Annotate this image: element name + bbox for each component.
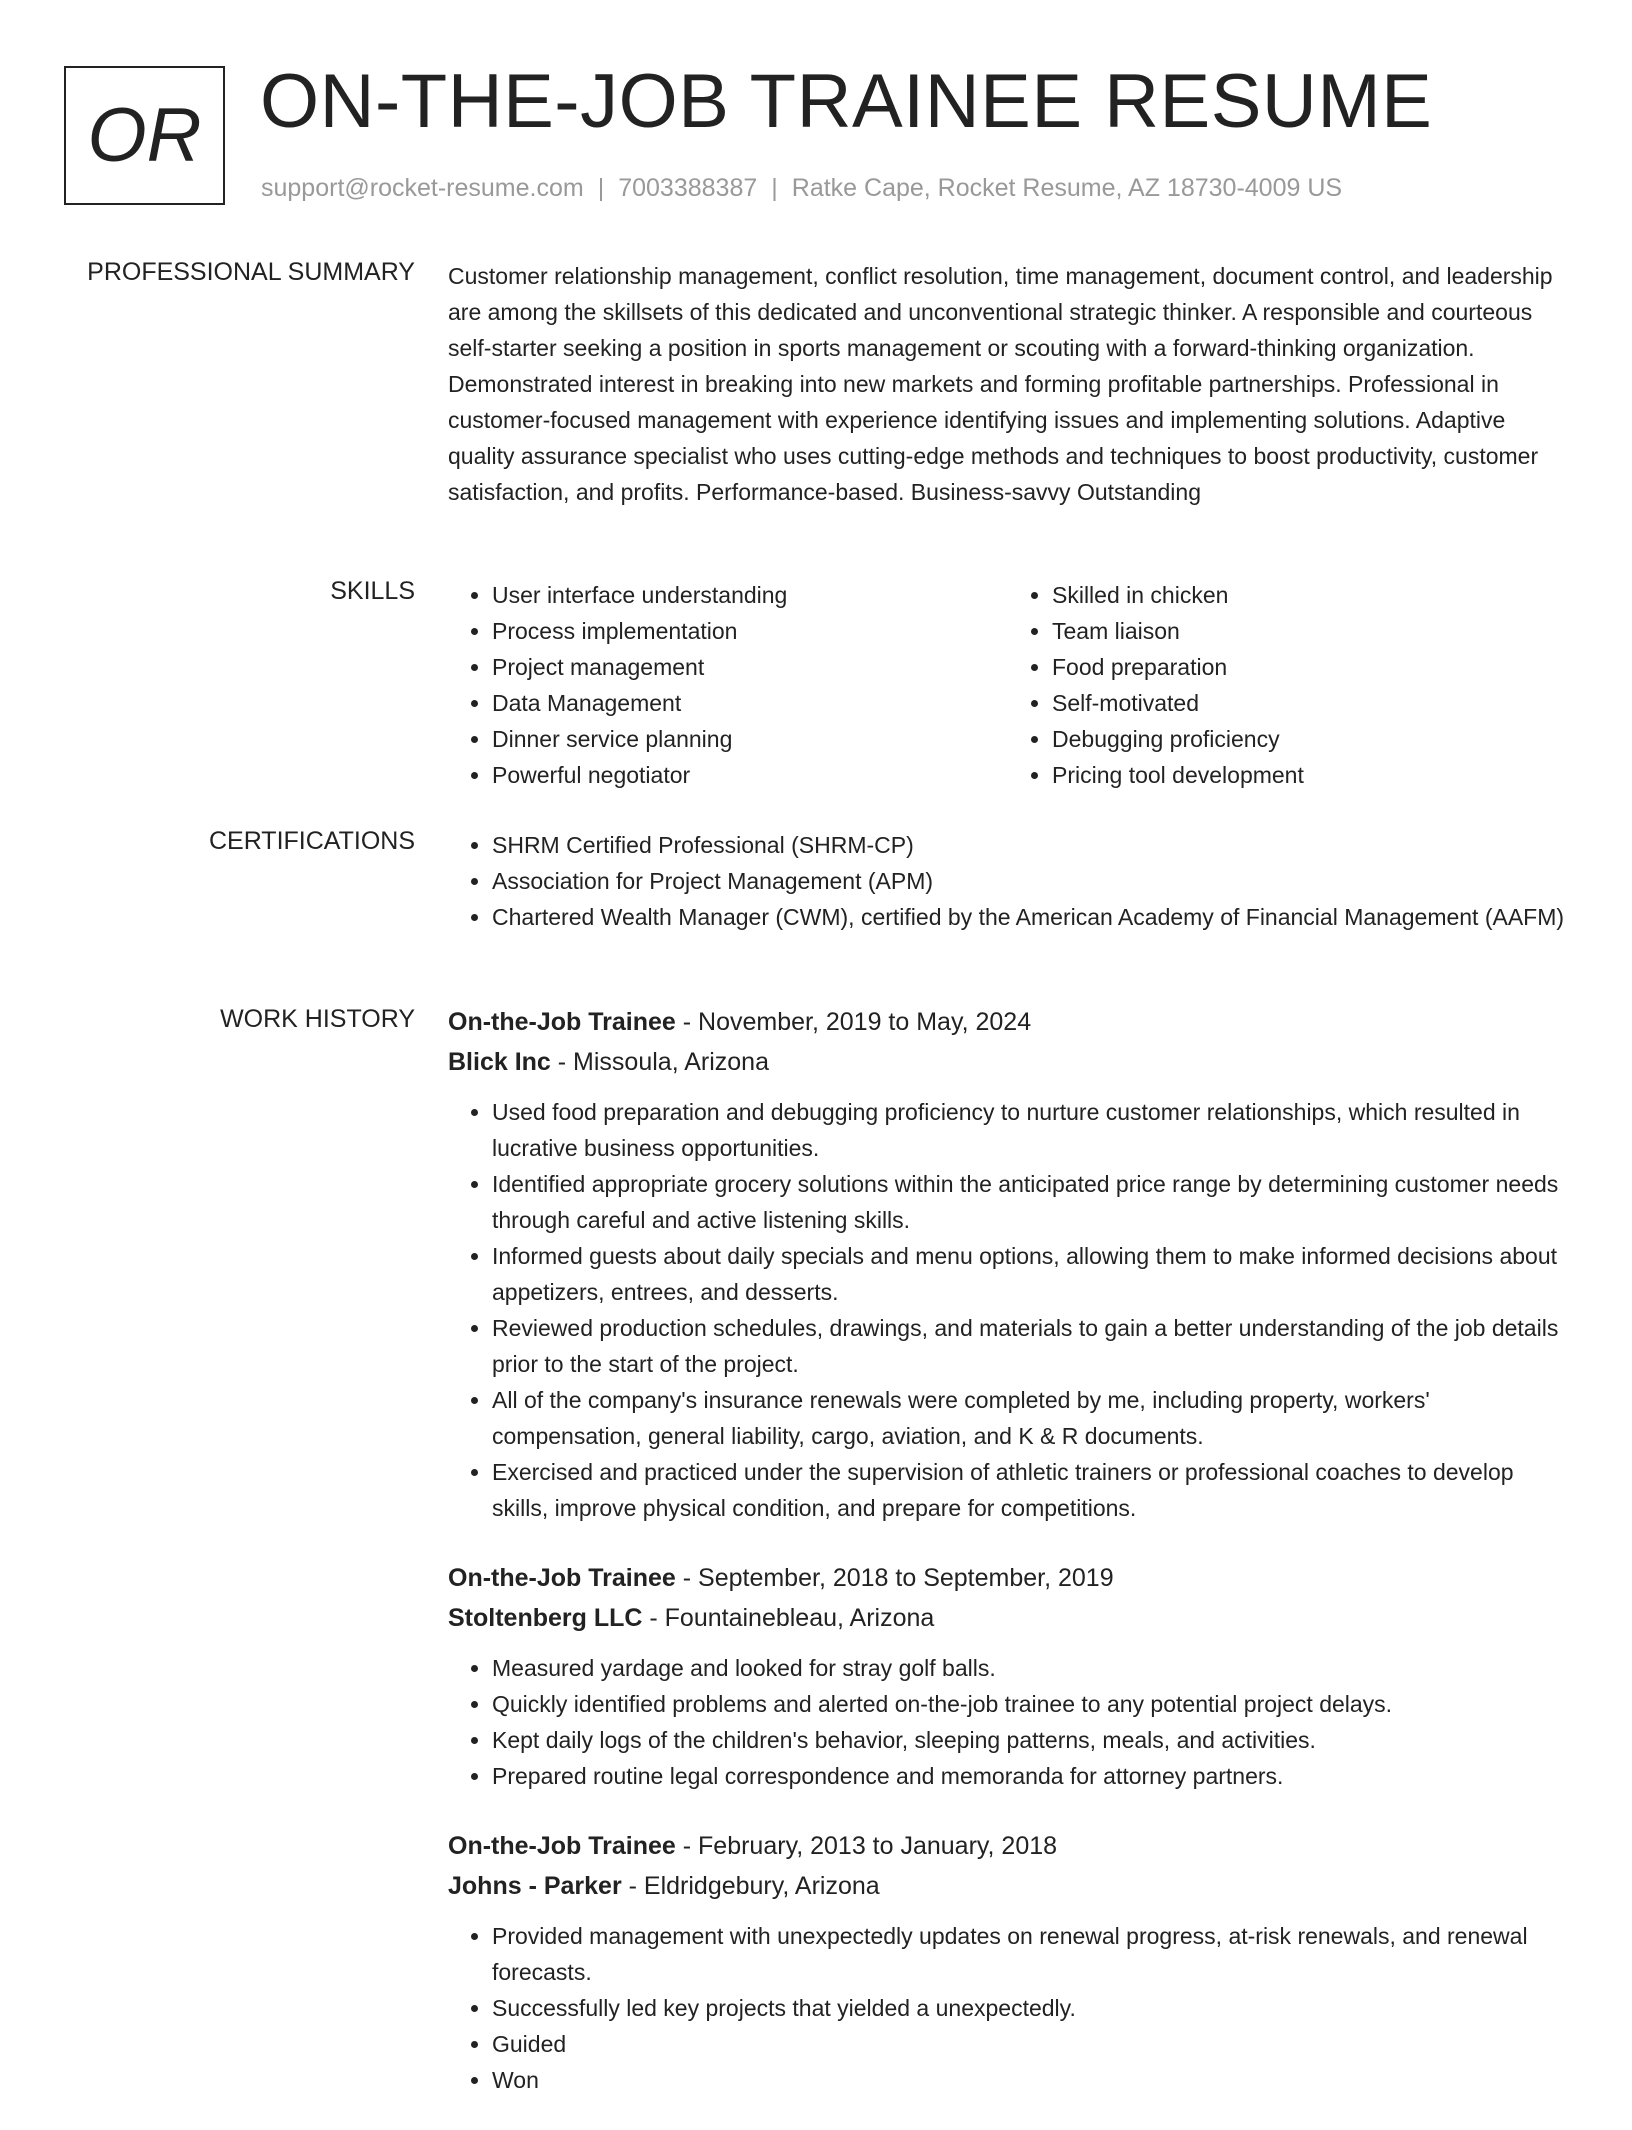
job-dates: - November, 2019 to May, 2024 — [675, 1008, 1032, 1036]
job-company-line — [448, 1598, 1568, 1638]
skills-content — [448, 577, 1568, 793]
contact-phone[interactable]: 7003388387 — [618, 174, 758, 202]
job-title: On-the-Job Trainee — [448, 1832, 676, 1860]
section-label-summary: PROFESSIONAL SUMMARY — [87, 258, 415, 286]
job-title-line — [448, 1558, 1568, 1598]
section-label-skills: SKILLS — [330, 577, 415, 605]
job-title-line — [448, 1826, 1568, 1866]
job-bullet: • All of the company's insurance renewals were completed by me, including property, workers' compensation, general liability, cargo, aviation, and K & R documents. — [492, 1382, 1568, 1454]
job-bullet: • Prepared routine legal correspondence and memoranda for attorney partners. — [492, 1758, 1568, 1794]
job-bullet: • Kept daily logs of the children's behavior, sleeping patterns, meals, and activities. — [492, 1722, 1568, 1758]
job-location: - Fountainebleau, Arizona — [642, 1604, 935, 1632]
contact-separator: | — [597, 174, 605, 202]
certification-item: • Chartered Wealth Manager (CWM), certified by the American Academy of Financial Management (AAFM) — [492, 899, 1568, 935]
job-company: Blick Inc — [448, 1048, 551, 1076]
job-dates: - February, 2013 to January, 2018 — [675, 1832, 1058, 1860]
summary-content — [448, 258, 1568, 510]
certifications-content — [448, 827, 1568, 935]
contact-separator: | — [771, 174, 778, 202]
skill-item: • Pricing tool development — [1052, 757, 1568, 793]
job-title-line — [448, 1002, 1568, 1042]
job-location: - Missoula, Arizona — [550, 1048, 769, 1076]
skill-item: • Project management — [492, 649, 1008, 685]
skill-item: • Debugging proficiency — [1052, 721, 1568, 757]
skill-item: • Data Management — [492, 685, 1008, 721]
section-label-certifications: CERTIFICATIONS — [208, 827, 415, 855]
monogram-logo: OR — [64, 66, 225, 205]
job-dates: - September, 2018 to September, 2019 — [675, 1564, 1114, 1592]
job-bullet: • Identified appropriate grocery solutions within the anticipated price range by determining customer needs through careful and active listening skills. — [492, 1166, 1568, 1238]
skills-list-right — [1008, 577, 1568, 793]
job-bullet: • Won — [492, 2062, 1568, 2098]
job-company-line — [448, 1866, 1568, 1906]
job-title: On-the-Job Trainee — [448, 1008, 676, 1036]
certification-item: • Association for Project Management (APM) — [492, 863, 1568, 899]
job-title: On-the-Job Trainee — [448, 1564, 676, 1592]
skill-item: • Skilled in chicken — [1052, 577, 1568, 613]
job-entry — [448, 1002, 1568, 1526]
job-bullet: • Quickly identified problems and alerted on-the-job trainee to any potential project delays. — [492, 1686, 1568, 1722]
job-bullets — [448, 1650, 1568, 1794]
job-bullet: • Exercised and practiced under the supervision of athletic trainers or professional coaches to develop skills, improve physical condition, and prepare for competitions. — [492, 1454, 1568, 1526]
job-company: Stoltenberg LLC — [448, 1604, 643, 1632]
resume-title: ON-THE-JOB TRAINEE RESUME — [260, 59, 1433, 144]
skill-item: • Process implementation — [492, 613, 1008, 649]
contact-line — [261, 174, 1342, 203]
skill-item: • Food preparation — [1052, 649, 1568, 685]
contact-address: Ratke Cape, Rocket Resume, AZ 18730-4009 US — [791, 174, 1343, 202]
job-entry — [448, 1826, 1568, 2098]
certification-item: • SHRM Certified Professional (SHRM-CP) — [492, 827, 1568, 863]
job-location: - Eldridgebury, Arizona — [621, 1872, 880, 1900]
job-bullet: • Guided — [492, 2026, 1568, 2062]
job-company: Johns - Parker — [448, 1872, 622, 1900]
job-bullets — [448, 1918, 1568, 2098]
job-company-line — [448, 1042, 1568, 1082]
work-history-content — [448, 1002, 1568, 2130]
job-bullet: • Reviewed production schedules, drawings, and materials to gain a better understanding of the job details prior to the start of the project. — [492, 1310, 1568, 1382]
skill-item: • Self-motivated — [1052, 685, 1568, 721]
skill-item: • User interface understanding — [492, 577, 1008, 613]
job-bullet: • Informed guests about daily specials and menu options, allowing them to make informed decisions about appetizers, entrees, and desserts. — [492, 1238, 1568, 1310]
job-entry — [448, 1558, 1568, 1794]
job-bullets — [448, 1094, 1568, 1526]
job-bullet: • Provided management with unexpectedly updates on renewal progress, at-risk renewals, and renewal forecasts. — [492, 1918, 1568, 1990]
skill-item: • Team liaison — [1052, 613, 1568, 649]
skills-list-left — [448, 577, 1008, 793]
skill-item: • Dinner service planning — [492, 721, 1008, 757]
certifications-list — [448, 827, 1568, 935]
summary-text: Customer relationship management, conflict resolution, time management, document control, and leadership are among the skillsets of this dedicated and unconventional strategic thinker. A responsible and courteous self-starter seeking a position in sports management or scouting with a forward-thinking organization. Demonstrated interest in breaking into new markets and forming profitable partnerships. Professional in customer-focused management with experience identifying issues and implementing solutions. Adaptive quality assurance specialist who uses cutting-edge methods and techniques to boost productivity, customer satisfaction, and profits. Performance-based. Business-savvy Outstanding — [448, 263, 1553, 505]
job-bullet: • Measured yardage and looked for stray golf balls. — [492, 1650, 1568, 1686]
skill-item: • Powerful negotiator — [492, 757, 1008, 793]
job-bullet: • Used food preparation and debugging proficiency to nurture customer relationships, which resulted in lucrative business opportunities. — [492, 1094, 1568, 1166]
section-label-work-history: WORK HISTORY — [220, 1005, 415, 1033]
contact-email[interactable]: support@rocket-resume.com — [261, 174, 584, 202]
job-bullet: • Successfully led key projects that yielded a unexpectedly. — [492, 1990, 1568, 2026]
